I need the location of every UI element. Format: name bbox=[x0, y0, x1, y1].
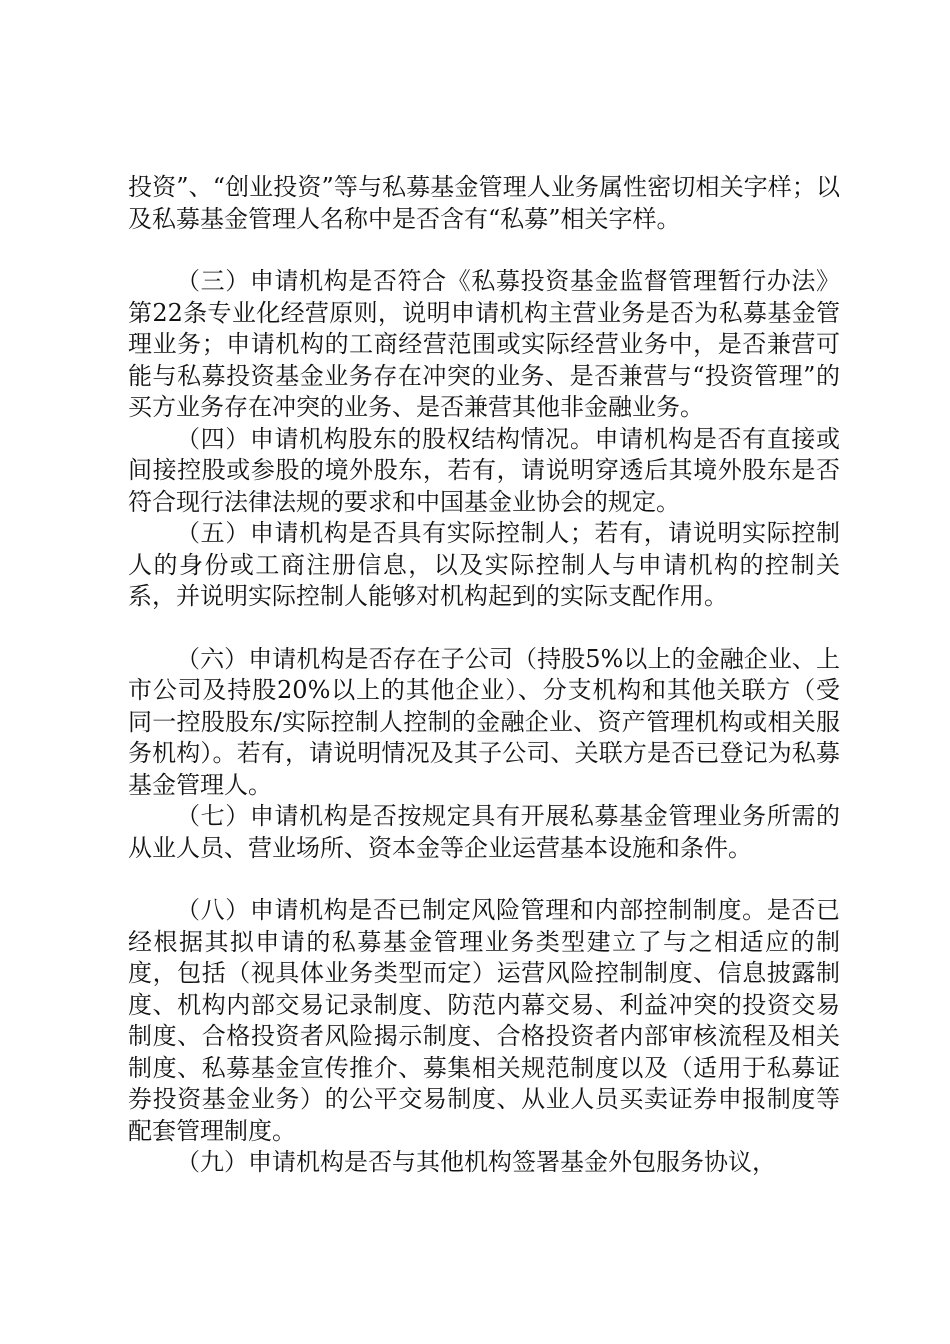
paragraph-5: （五）申请机构是否具有实际控制人；若有，请说明实际控制人的身份或工商注册信息，以及实际控制人与申请机构的控制关系，并说明实际控制人能够对机构起到的实际支配作用。 bbox=[128, 519, 840, 610]
paragraph-4: （四）申请机构股东的股权结构情况。申请机构是否有直接或间接控股或参股的境外股东，若有，请说明穿透后其境外股东是否符合现行法律法规的要求和中国基金业协会的规定。 bbox=[128, 424, 840, 516]
paragraph-7: （七）申请机构是否按规定具有开展私募基金管理业务所需的从业人员、营业场所、资本金等企业运营基本设施和条件。 bbox=[128, 802, 840, 862]
document-page bbox=[128, 172, 840, 1179]
paragraph-3: （三）申请机构是否符合《私募投资基金监督管理暂行办法》第22条专业化经营原则，说明申请机构主营业务是否为私募基金管理业务；申请机构的工商经营范围或实际经营业务中，是否兼营可能与私募投资基金业务存在冲突的业务、是否兼营与“投资管理”的买方业务存在冲突的业务、是否兼营其他非金融业务。 bbox=[128, 267, 840, 421]
paragraph-6: （六）申请机构是否存在子公司（持股5%以上的金融企业、上市公司及持股20%以上的其他企业）、分支机构和其他关联方（受同一控股股东/实际控制人控制的金融企业、资产管理机构或相关服务机构）。若有，请说明情况及其子公司、关联方是否已登记为私募基金管理人。 bbox=[128, 644, 840, 799]
paragraph-9: （九）申请机构是否与其他机构签署基金外包服务协议， bbox=[176, 1148, 776, 1176]
paragraph-continuation: 投资”、“创业投资”等与私募基金管理人业务属性密切相关字样；以及私募基金管理人名称中是否含有“私募”相关字样。 bbox=[128, 173, 840, 233]
paragraph-8: （八）申请机构是否已制定风险管理和内部控制制度。是否已经根据其拟申请的私募基金管理业务类型建立了与之相适应的制度，包括（视具体业务类型而定）运营风险控制制度、信息披露制度、机构内部交易记录制度、防范内幕交易、利益冲突的投资交易制度、合格投资者风险揭示制度、合格投资者内部审核流程及相关制度、私募基金宣传推介、募集相关规范制度以及（适用于私募证券投资基金业务）的公平交易制度、从业人员买卖证券申报制度等配套管理制度。 bbox=[128, 896, 840, 1145]
